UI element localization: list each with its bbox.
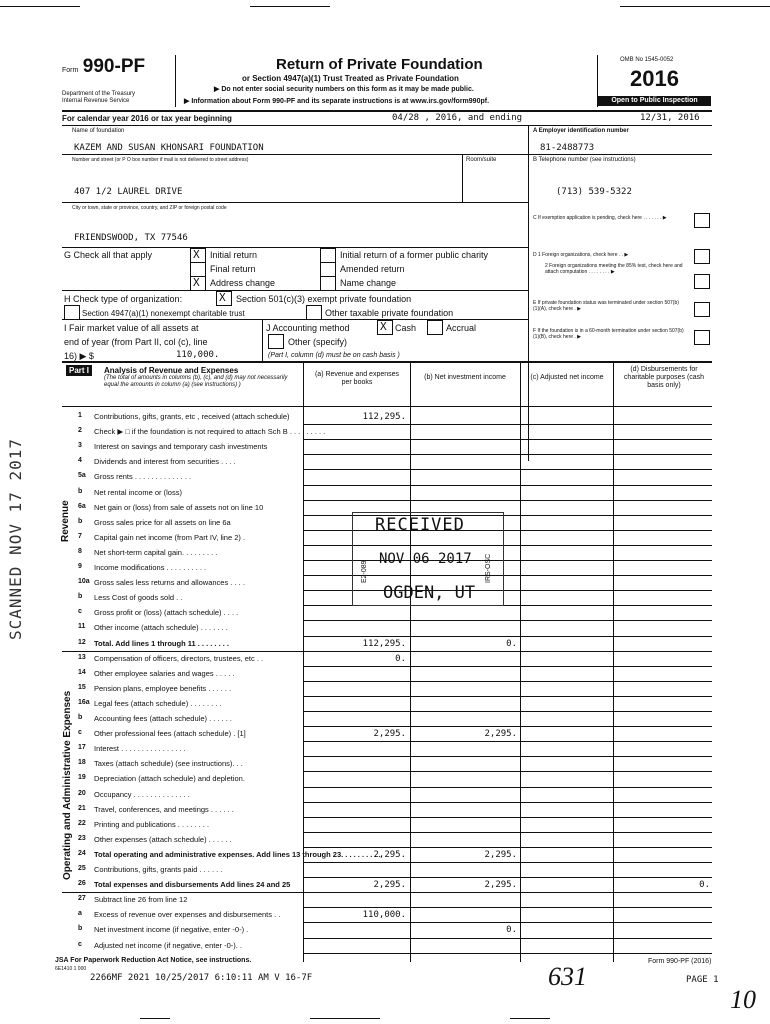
final-return-checkbox[interactable] bbox=[190, 262, 206, 277]
line-label: Net rental income or (loss) bbox=[94, 487, 182, 497]
row-rule bbox=[303, 771, 712, 772]
4947-label: Section 4947(a)(1) nonexempt charitable trust bbox=[82, 309, 245, 318]
table-row bbox=[78, 516, 303, 529]
irs-label: Internal Revenue Service bbox=[62, 98, 130, 104]
fmv-line3: 16) ▶ $ bbox=[64, 351, 94, 361]
line-label: Other expenses (attach schedule) . . . . . . bbox=[94, 834, 232, 844]
line-number: 22 bbox=[78, 819, 86, 827]
line-number: 6a bbox=[78, 502, 86, 510]
stamp-date: NOV 06 2017 bbox=[379, 551, 472, 567]
other-taxable-checkbox[interactable] bbox=[306, 305, 322, 320]
line-number: 8 bbox=[78, 547, 82, 555]
line-number: 11 bbox=[78, 623, 86, 631]
other-method-label: Other (specify) bbox=[288, 337, 348, 347]
row-rule bbox=[303, 424, 712, 425]
table-row bbox=[78, 697, 303, 710]
table-row bbox=[78, 757, 303, 770]
line-number: 24 bbox=[78, 849, 86, 857]
line-number: 7 bbox=[78, 532, 82, 540]
phone-number: (713) 539-5322 bbox=[556, 187, 632, 197]
line-number: b bbox=[78, 487, 83, 495]
info-note: ▶ Information about Form 990-PF and its separate instructions is at www.irs.gov/form990pf. bbox=[184, 98, 490, 105]
line-label: Check ▶ □ if the foundation is not required to attach Sch B . . . . . . . . . bbox=[94, 427, 326, 437]
line-number: c bbox=[78, 940, 82, 948]
row-rule bbox=[303, 907, 712, 908]
line-label: Other professional fees (attach schedule) . [1] bbox=[94, 729, 246, 739]
other-method-checkbox[interactable] bbox=[268, 334, 284, 349]
foreign-85-checkbox[interactable] bbox=[694, 274, 710, 289]
501c3-label: Section 501(c)(3) exempt private foundation bbox=[236, 294, 412, 304]
table-row bbox=[78, 470, 303, 483]
line-label: Accounting fees (attach schedule) . . . . . . bbox=[94, 714, 232, 723]
row-rule bbox=[303, 832, 712, 833]
begin-date: 04/28 , 2016, and ending bbox=[392, 113, 523, 123]
jsa-notice: JSA For Paperwork Reduction Act Notice, see instructions. bbox=[55, 957, 252, 964]
end-date: 12/31, 2016 bbox=[640, 113, 700, 123]
scan-artifact-line bbox=[310, 1018, 380, 1019]
table-row bbox=[78, 939, 303, 952]
line-label: Other employee salaries and wages . . . . . bbox=[94, 668, 235, 678]
accrual-label: Accrual bbox=[446, 323, 477, 333]
row-rule bbox=[303, 681, 712, 682]
corner-handwriting: 10 bbox=[730, 985, 756, 1014]
table-row bbox=[78, 742, 303, 755]
line-number: 16a bbox=[78, 698, 90, 706]
scan-artifact-line bbox=[0, 6, 80, 7]
line-number: 4 bbox=[78, 457, 82, 465]
row-rule bbox=[303, 938, 712, 939]
line-number: 20 bbox=[78, 789, 86, 797]
col-a-value[interactable]: 2,295. bbox=[373, 729, 406, 740]
initial-return-checkbox[interactable] bbox=[190, 248, 206, 263]
table-row bbox=[78, 531, 303, 544]
col-a-value[interactable]: 0. bbox=[395, 653, 406, 664]
stamp-left-code: E2-089 bbox=[361, 560, 368, 583]
row-rule bbox=[303, 469, 712, 470]
part1-description: (The total of amounts in columns (b), (c), and (d) may not necessarily equal the amounts in column (a) (see instructions) ) bbox=[104, 375, 288, 388]
table-row bbox=[78, 576, 303, 589]
page-number: PAGE 1 bbox=[686, 975, 719, 985]
scan-artifact-line bbox=[620, 6, 770, 7]
line-number: 15 bbox=[78, 683, 86, 691]
room-suite-label: Room/suite bbox=[466, 157, 497, 163]
table-row bbox=[78, 682, 303, 695]
table-row bbox=[78, 923, 303, 936]
table-row bbox=[78, 440, 303, 453]
line-number: 12 bbox=[78, 638, 86, 646]
col-a-value[interactable]: 112,295. bbox=[362, 412, 406, 422]
name-change-label: Name change bbox=[340, 278, 397, 288]
handwritten-note: 631 bbox=[548, 962, 587, 991]
row-rule bbox=[303, 787, 712, 788]
row-rule bbox=[303, 620, 712, 621]
line-label: Interest . . . . . . . . . . . . . . . . bbox=[94, 744, 186, 754]
scan-artifact-line bbox=[140, 1018, 170, 1019]
calendar-year-label: For calendar year 2016 or tax year beginning bbox=[62, 114, 232, 123]
initial-former-label: Initial return of a former public charity bbox=[340, 250, 489, 260]
revenue-side-label: Revenue bbox=[60, 500, 71, 542]
line-number: a bbox=[78, 910, 82, 918]
table-row bbox=[78, 667, 303, 680]
amended-return-checkbox[interactable] bbox=[320, 262, 336, 277]
initial-former-checkbox[interactable] bbox=[320, 248, 336, 263]
row-rule bbox=[303, 711, 712, 712]
line-label: Depreciation (attach schedule) and depletion. bbox=[94, 774, 245, 784]
h-label: H Check type of organization: bbox=[64, 294, 183, 304]
fmv-line2: end of year (from Part II, col (c), line bbox=[64, 337, 208, 347]
street-label: Number and street (or P O box number if mail is not delivered to street address) bbox=[72, 157, 249, 163]
table-row bbox=[78, 561, 303, 574]
foundation-name: KAZEM AND SUSAN KHONSARI FOUNDATION bbox=[74, 143, 264, 153]
line-number: 10a bbox=[78, 578, 90, 586]
table-row bbox=[78, 455, 303, 468]
row-rule bbox=[303, 726, 712, 727]
print-line: 2266MF 2021 10/25/2017 6:10:11 AM V 16-7F bbox=[90, 973, 313, 983]
department-label: Department of the Treasury bbox=[62, 91, 136, 97]
col-a-value[interactable]: 2,295. bbox=[373, 849, 406, 860]
exemption-pending-label: C If exemption application is pending, check here . . . . . . . ▶ bbox=[533, 215, 667, 221]
line-number: 2 bbox=[78, 427, 82, 435]
line-label: Gross sales less returns and allowances . . . . bbox=[94, 578, 245, 588]
fmv-value: 110,000. bbox=[176, 350, 220, 360]
4947-checkbox[interactable] bbox=[64, 305, 80, 320]
scan-artifact-line bbox=[510, 1018, 550, 1019]
line-label: Subtract line 26 from line 12 bbox=[94, 895, 188, 905]
ssn-note: ▶ Do not enter social security numbers on this form as it may be made public. bbox=[214, 86, 474, 93]
row-rule bbox=[303, 877, 712, 878]
name-change-checkbox[interactable] bbox=[320, 276, 336, 291]
line-label: Gross rents . . . . . . . . . . . . . . bbox=[94, 472, 192, 482]
table-row bbox=[78, 908, 303, 921]
line-number: 13 bbox=[78, 653, 86, 661]
table-row bbox=[78, 848, 381, 861]
col-a-value[interactable]: 110,000. bbox=[362, 910, 406, 921]
line-number: c bbox=[78, 608, 82, 616]
amended-return-label: Amended return bbox=[340, 264, 405, 274]
row-rule bbox=[303, 500, 712, 501]
final-return-label: Final return bbox=[210, 264, 256, 274]
address-change-checkbox[interactable] bbox=[190, 276, 206, 291]
line-number: b bbox=[78, 714, 83, 721]
scan-artifact-line bbox=[250, 6, 330, 7]
row-rule bbox=[303, 802, 712, 803]
table-row bbox=[78, 486, 303, 499]
tax-year: 2016 bbox=[630, 66, 679, 91]
col-b-value[interactable]: 2,295. bbox=[484, 880, 517, 891]
section-divider bbox=[62, 892, 712, 893]
other-taxable-label: Other taxable private foundation bbox=[325, 308, 454, 318]
table-row bbox=[78, 893, 303, 906]
line-number: 3 bbox=[78, 442, 82, 450]
line-number: 23 bbox=[78, 834, 86, 842]
col-c-header: (c) Adjusted net income bbox=[530, 374, 604, 381]
address-change-label: Address change bbox=[210, 278, 276, 288]
accounting-method-label: J Accounting method bbox=[266, 323, 350, 333]
table-row bbox=[78, 591, 303, 604]
initial-return-label: Initial return bbox=[210, 250, 258, 260]
accrual-checkbox[interactable] bbox=[427, 320, 443, 335]
table-row bbox=[78, 818, 303, 831]
line-label: Net investment income (if negative, enter -0-) . bbox=[94, 925, 249, 935]
501c3-checkbox[interactable] bbox=[216, 291, 232, 306]
scanned-side-stamp: SCANNED NOV 17 2017 bbox=[6, 437, 25, 640]
line-number: 17 bbox=[78, 744, 86, 752]
line-label: Contributions, gifts, grants, etc , received (attach schedule) bbox=[94, 412, 290, 421]
form-subtitle: or Section 4947(a)(1) Trust Treated as Private Foundation bbox=[242, 74, 459, 83]
line-label: Capital gain net income (from Part IV, line 2) . bbox=[94, 532, 246, 542]
part1-title: Analysis of Revenue and Expenses bbox=[104, 366, 239, 375]
line-label: Less Cost of goods sold . . bbox=[94, 593, 183, 603]
col-b-value[interactable]: 0. bbox=[506, 925, 517, 936]
line-label: Gross sales price for all assets on line 6a bbox=[94, 517, 231, 527]
line-number: 14 bbox=[78, 668, 86, 676]
part1-tag: Part I bbox=[66, 365, 92, 376]
table-row bbox=[78, 833, 303, 846]
col-d-header: (d) Disbursements for charitable purposes (cash basis only) bbox=[623, 366, 705, 389]
row-rule bbox=[303, 666, 712, 667]
line-label: Gross profit or (loss) (attach schedule) . . . . bbox=[94, 608, 239, 618]
jsa-code: 6E1410 1 000 bbox=[55, 966, 87, 972]
table-row bbox=[78, 606, 303, 619]
line-number: 19 bbox=[78, 774, 86, 782]
row-rule bbox=[303, 817, 712, 818]
section-divider bbox=[62, 651, 712, 652]
open-inspection-badge: Open to Public Inspection bbox=[598, 96, 711, 106]
line-label: Total operating and administrative expenses. Add lines 13 through 23. . . . . . . . . . bbox=[94, 849, 381, 859]
fmv-line1: I Fair market value of all assets at bbox=[64, 323, 199, 333]
line-label: Net gain or (loss) from sale of assets not on line 10 bbox=[94, 502, 264, 512]
form-prefix: Form bbox=[62, 67, 79, 74]
form-number: 990-PF bbox=[82, 56, 146, 77]
line-label: Printing and publications . . . . . . . . bbox=[94, 819, 210, 829]
ein-label: A Employer identification number bbox=[533, 128, 629, 134]
line-label: Net short-term capital gain. . . . . . . . . bbox=[94, 547, 218, 557]
table-row bbox=[78, 803, 303, 816]
cash-label: Cash bbox=[395, 323, 417, 333]
table-row bbox=[78, 727, 303, 740]
form-reference: Form 990-PF (2016) bbox=[648, 958, 712, 965]
expenses-side-label: Operating and Administrative Expenses bbox=[62, 690, 73, 880]
line-number: 5a bbox=[78, 472, 86, 480]
line-number: b bbox=[78, 925, 83, 933]
stamp-city: OGDEN, UT bbox=[383, 583, 476, 603]
table-row bbox=[78, 546, 303, 559]
line-label: Occupancy . . . . . . . . . . . . . . bbox=[94, 789, 190, 799]
row-rule bbox=[303, 454, 712, 455]
row-rule bbox=[303, 922, 712, 923]
form-id-block bbox=[62, 56, 172, 78]
row-rule bbox=[303, 862, 712, 863]
table-row bbox=[78, 863, 303, 876]
col-b-value[interactable]: 0. bbox=[506, 638, 517, 649]
line-label: Taxes (attach schedule) (see instructions). . . bbox=[94, 759, 243, 769]
table-row bbox=[78, 501, 303, 514]
received-stamp bbox=[352, 512, 504, 606]
line-label: Travel, conferences, and meetings . . . . . . bbox=[94, 804, 234, 814]
status-terminated-label: E If private foundation status was terminated under section 507(b)(1)(A), check here . ▶ bbox=[533, 300, 679, 312]
line-label: Total. Add lines 1 through 11 . . . . . . . . bbox=[94, 638, 230, 648]
table-row bbox=[78, 878, 303, 891]
foreign-85-label: 2 Foreign organizations meeting the 85% test, check here and attach computation . . . . . . . . ▶ bbox=[545, 263, 683, 275]
omb-number: OMB No 1545-0052 bbox=[620, 57, 674, 63]
line-label: Compensation of officers, directors, trustees, etc . . bbox=[94, 653, 264, 663]
col-d-value[interactable]: 0. bbox=[699, 880, 710, 891]
line-number: 21 bbox=[78, 804, 86, 812]
status-terminated-checkbox[interactable] bbox=[694, 302, 710, 317]
line-label: Total expenses and disbursements Add lines 24 and 25 bbox=[94, 880, 291, 890]
foreign-org-checkbox[interactable] bbox=[694, 249, 710, 264]
g-label: G Check all that apply bbox=[64, 250, 153, 260]
row-rule bbox=[303, 741, 712, 742]
row-rule bbox=[303, 485, 712, 486]
line-number: c bbox=[78, 729, 82, 737]
table-row bbox=[78, 425, 326, 438]
cash-checkbox[interactable] bbox=[377, 320, 393, 335]
exemption-pending-checkbox[interactable] bbox=[694, 213, 710, 228]
line-label: Interest on savings and temporary cash investments bbox=[94, 442, 268, 452]
line-label: Income modifications . . . . . . . . . . bbox=[94, 563, 207, 572]
ein-value: 81-2488773 bbox=[540, 143, 595, 153]
termination-60-checkbox[interactable] bbox=[694, 330, 710, 345]
row-rule bbox=[303, 696, 712, 697]
cash-basis-note: (Part I, column (d) must be on cash basis ) bbox=[268, 352, 400, 359]
table-row bbox=[78, 621, 303, 634]
line-label: Dividends and interest from securities . . . . bbox=[94, 457, 236, 467]
line-number: b bbox=[78, 517, 83, 525]
line-number: 1 bbox=[78, 412, 82, 419]
row-rule bbox=[303, 756, 712, 757]
col-b-value[interactable]: 2,295. bbox=[484, 849, 517, 860]
col-a-value[interactable]: 112,295. bbox=[362, 638, 406, 649]
line-label: Adjusted net income (if negative, enter -0-). . bbox=[94, 940, 242, 950]
foreign-org-label: D 1 Foreign organizations, check here . . ▶ bbox=[533, 252, 629, 258]
line-number: 26 bbox=[78, 880, 86, 888]
city-state-zip: FRIENDSWOOD, TX 77546 bbox=[74, 233, 188, 243]
phone-label: B Telephone number (see instructions) bbox=[533, 157, 636, 163]
stamp-right-code: IRS-OSC bbox=[485, 553, 492, 583]
line-label: Legal fees (attach schedule) . . . . . . . . bbox=[94, 698, 222, 708]
table-row bbox=[78, 637, 303, 650]
line-number: 18 bbox=[78, 759, 86, 767]
col-b-header: (b) Net investment income bbox=[424, 374, 506, 381]
table-row bbox=[78, 652, 303, 665]
line-label: Pension plans, employee benefits . . . . . . bbox=[94, 683, 232, 693]
line-number: 27 bbox=[78, 895, 86, 903]
line-number: 9 bbox=[78, 563, 82, 570]
form-title: Return of Private Foundation bbox=[276, 56, 483, 73]
line-number: 25 bbox=[78, 865, 86, 872]
foundation-name-label: Name of foundation bbox=[72, 128, 125, 134]
row-rule bbox=[303, 439, 712, 440]
table-row bbox=[78, 788, 303, 801]
line-label: Other income (attach schedule) . . . . . . . bbox=[94, 623, 228, 633]
col-a-header: (a) Revenue and expenses per books bbox=[314, 371, 400, 386]
termination-60-label: F If the foundation is in a 60-month termination under section 507(b)(1)(B), check here . ▶ bbox=[533, 328, 684, 340]
row-rule bbox=[303, 636, 712, 637]
table-row bbox=[78, 772, 303, 785]
col-b-value[interactable]: 2,295. bbox=[484, 729, 517, 740]
street-address: 407 1/2 LAUREL DRIVE bbox=[74, 187, 183, 197]
city-label: City or town, state or province, country, and ZIP or foreign postal code bbox=[72, 205, 227, 211]
table-row bbox=[78, 410, 303, 423]
col-a-value[interactable]: 2,295. bbox=[373, 880, 406, 891]
row-rule bbox=[303, 953, 712, 954]
line-number: b bbox=[78, 593, 83, 601]
table-row bbox=[78, 712, 303, 725]
line-label: Contributions, gifts, grants paid . . . . . . bbox=[94, 865, 223, 874]
row-rule bbox=[303, 847, 712, 848]
stamp-received-text: RECEIVED bbox=[375, 515, 465, 535]
line-label: Excess of revenue over expenses and disbursements . . bbox=[94, 910, 281, 920]
